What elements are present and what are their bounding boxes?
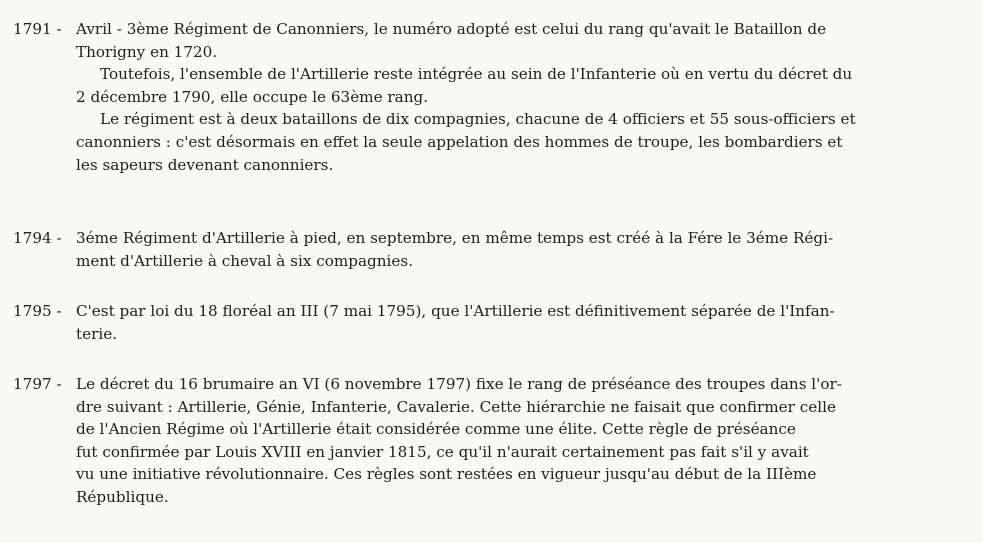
entry-text	[76, 300, 946, 345]
text-line: Le régiment est à deux bataillons de dix compagnies, chacune de 4 officiers et 55 sous-officiers et	[100, 110, 856, 129]
text-line: terie.	[76, 324, 118, 343]
text-line: 3éme Régiment d'Artillerie à pied, en septembre, en même temps est créé à la Fére le 3éme Régi-	[76, 229, 834, 247]
text-line: Toutefois, l'ensemble de l'Artillerie reste intégrée au sein de l'Infanterie où en vertu du décret du	[100, 65, 853, 84]
text-line: Avril - 3ème Régiment de Canonniers, le numéro adopté est celui du rang qu'avait le Bataillon de	[76, 20, 827, 38]
text-line: 2 décembre 1790, elle occupe le 63ème rang.	[76, 87, 429, 106]
text-line: dre suivant : Artillerie, Génie, Infanterie, Cavalerie. Cette hiérarchie ne faisait que confirmer celle	[76, 397, 836, 416]
text-line: ment d'Artillerie à cheval à six compagnies.	[76, 251, 414, 270]
entry-year: 1791 -	[13, 20, 62, 38]
entry-text	[76, 18, 946, 176]
text-line: fut confirmée par Louis XVIII en janvier 1815, ce qu'il n'aurait certainement pas fait s'il y avait	[76, 442, 809, 461]
text-line: Le décret du 16 brumaire an VI (6 novembre 1797) fixe le rang de préséance des troupes dans l'or-	[76, 375, 842, 393]
entry-year: 1795 -	[13, 302, 62, 320]
text-line: C'est par loi du 18 floréal an III (7 mai 1795), que l'Artillerie est définitivement séparée de l'Infan-	[76, 302, 835, 320]
text-line: les sapeurs devenant canonniers.	[76, 155, 334, 174]
text-line: Thorigny en 1720.	[76, 42, 218, 61]
text-line: canonniers : c'est désormais en effet la seule appelation des hommes de troupe, les bombardiers et	[76, 132, 843, 151]
entry-text	[76, 373, 946, 509]
entry-year: 1797 -	[13, 375, 62, 393]
entry-year: 1794 -	[13, 229, 62, 247]
entry-text	[76, 227, 946, 272]
text-line: République.	[76, 487, 169, 506]
text-line: de l'Ancien Régime où l'Artillerie était considérée comme une élite. Cette règle de préséance	[76, 420, 796, 439]
text-line: vu une initiative révolutionnaire. Ces règles sont restées en vigueur jusqu'au début de la IIIème	[76, 465, 817, 484]
